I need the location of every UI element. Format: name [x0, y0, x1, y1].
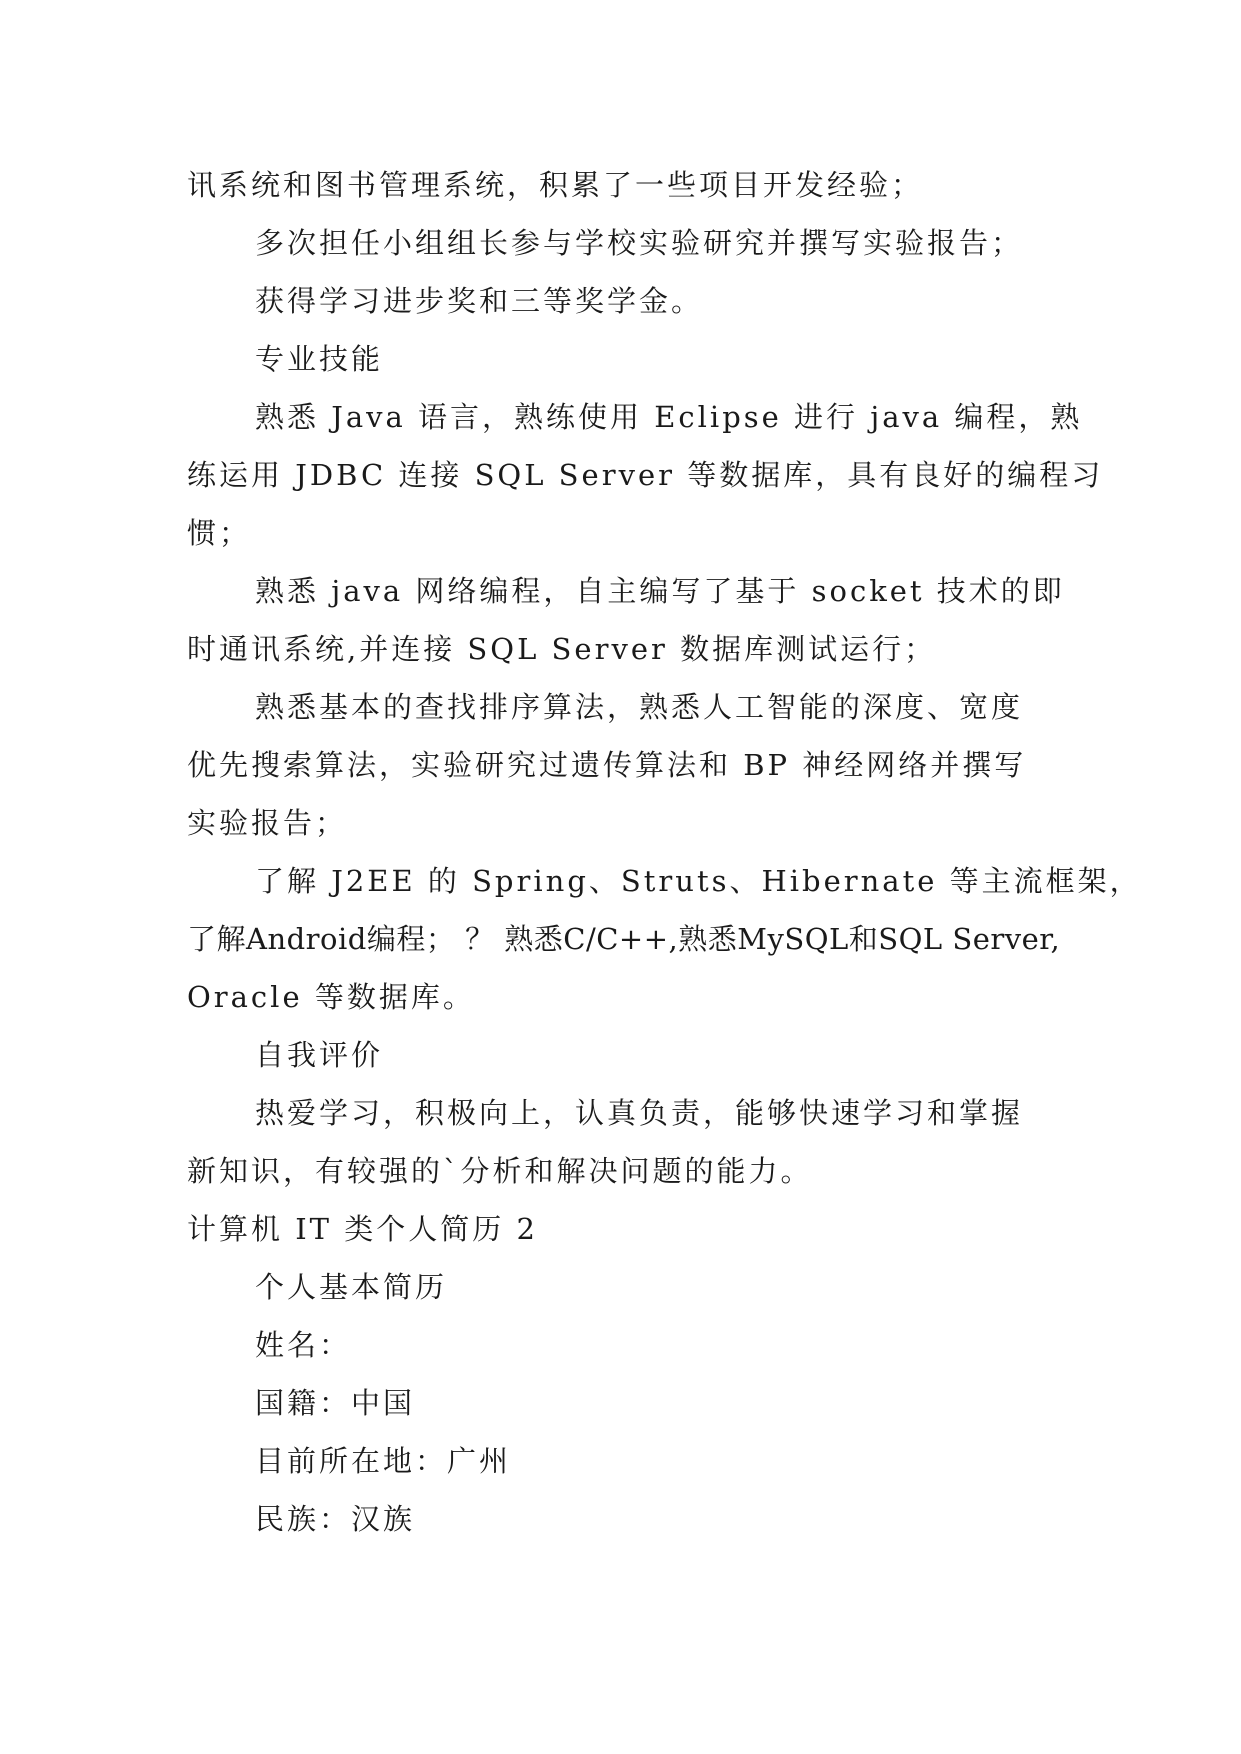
text-line: 多次担任小组组长参与学校实验研究并撰写实验报告；: [255, 226, 1024, 260]
field-name: 姓名：: [255, 1328, 352, 1362]
section-heading-skills: 专业技能: [255, 342, 384, 376]
field-location: 目前所在地：广州: [255, 1444, 512, 1478]
text-line: 时通讯系统,并连接 SQL Server 数据库测试运行；: [187, 632, 937, 666]
text-line: 获得学习进步奖和三等奖学金。: [255, 284, 704, 318]
field-ethnicity: 民族：汉族: [255, 1502, 416, 1536]
text-line: 新知识，有较强的`分析和解决问题的能力。: [187, 1154, 813, 1188]
text-line: 熟悉 Java 语言，熟练使用 Eclipse 进行 java 编程，熟: [255, 400, 1083, 434]
text-line: 熟悉基本的查找排序算法，熟悉人工智能的深度、宽度: [255, 690, 1024, 724]
text-line: 优先搜索算法，实验研究过遗传算法和 BP 神经网络并撰写: [187, 748, 1027, 782]
resume-title: 计算机 IT 类个人简历 2: [187, 1212, 538, 1246]
document-body: [187, 156, 1142, 1548]
section-heading-basic-info: 个人基本简历: [255, 1270, 448, 1304]
text-line: Oracle 等数据库。: [187, 980, 475, 1014]
text-line: 惯；: [187, 516, 252, 550]
text-line: 热爱学习，积极向上，认真负责，能够快速学习和掌握: [255, 1096, 1024, 1130]
text-line: 讯系统和图书管理系统，积累了一些项目开发经验；: [187, 168, 924, 202]
text-line: 了解 J2EE 的 Spring、Struts、Hibernate 等主流框架，: [255, 864, 1142, 898]
text-line: 练运用 JDBC 连接 SQL Server 等数据库，具有良好的编程习: [187, 458, 1104, 492]
text-line: 了解Android编程； ？ 熟悉C/C++,熟悉MySQL和SQL Server,: [187, 922, 1061, 956]
section-heading-self-evaluation: 自我评价: [255, 1038, 384, 1072]
text-line: 熟悉 java 网络编程，自主编写了基于 socket 技术的即: [255, 574, 1065, 608]
field-nationality: 国籍：中国: [255, 1386, 416, 1420]
text-line: 实验报告；: [187, 806, 348, 840]
